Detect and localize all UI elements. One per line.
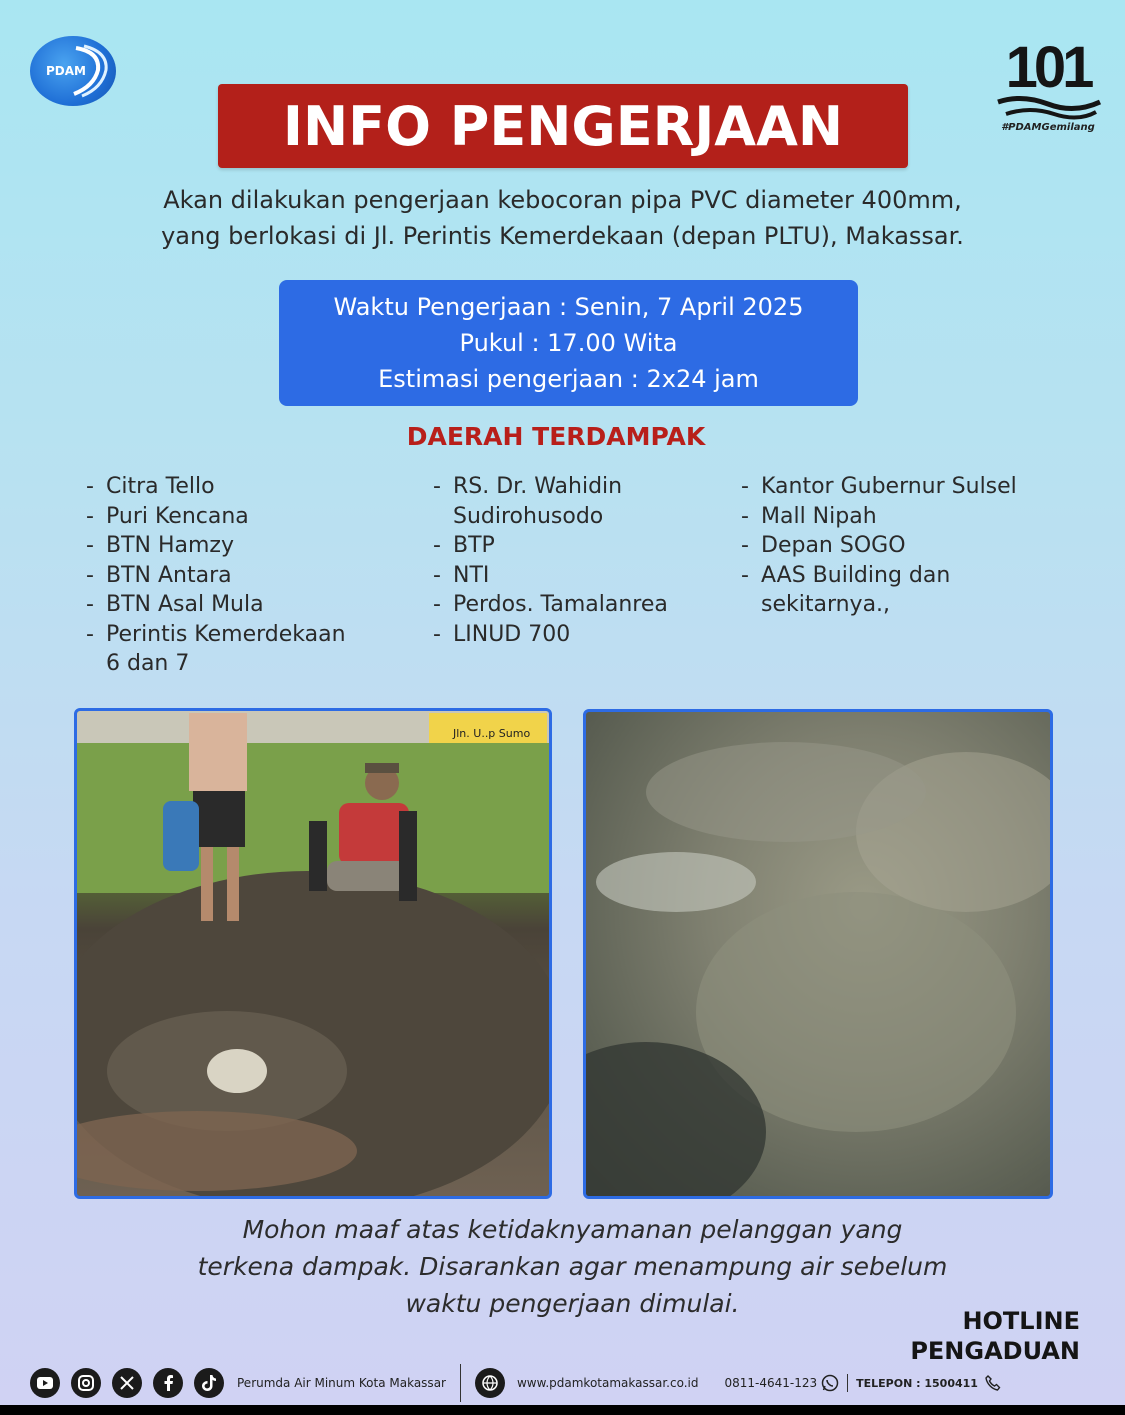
list-item: - RS. Dr. Wahidin Sudirohusodo xyxy=(433,474,623,529)
footer-divider xyxy=(460,1364,461,1402)
list-item: - BTP xyxy=(433,533,495,558)
list-item: - Perintis Kemerdekaan 6 dan 7 xyxy=(86,621,346,676)
website-link[interactable]: www.pdamkotamakassar.co.id xyxy=(516,1376,699,1390)
closing-line-3: waktu pengerjaan dimulai. xyxy=(405,1289,740,1318)
list-item: - Citra Tello xyxy=(86,474,215,499)
anniversary-logo xyxy=(990,34,1106,134)
youtube-icon[interactable] xyxy=(30,1368,60,1398)
affected-list-col3 xyxy=(741,472,1071,620)
globe-icon xyxy=(475,1368,505,1398)
schedule-estimate: Estimasi pengerjaan : 2x24 jam xyxy=(378,365,759,393)
list-item: - Mall Nipah xyxy=(741,503,877,529)
schedule-box xyxy=(279,280,858,406)
intro-paragraph xyxy=(60,182,1065,254)
list-item: - Depan SOGO xyxy=(741,533,906,558)
leak-site-photo xyxy=(74,708,552,1199)
wave-icon xyxy=(996,94,1102,120)
leak-closeup-photo xyxy=(583,709,1053,1199)
hotline-heading xyxy=(880,1306,1080,1366)
x-icon[interactable] xyxy=(112,1368,142,1398)
schedule-date: Waktu Pengerjaan : Senin, 7 April 2025 xyxy=(333,293,804,321)
whatsapp-icon xyxy=(821,1374,839,1392)
instagram-icon[interactable] xyxy=(71,1368,101,1398)
street-sign-text: Jln. U..p Sumo xyxy=(453,727,531,740)
list-item: - BTN Hamzy xyxy=(86,533,235,558)
tiktok-icon[interactable] xyxy=(194,1368,224,1398)
list-item: - LINUD 700 xyxy=(433,621,571,647)
anniversary-hashtag: #PDAMGemilang xyxy=(1001,122,1095,133)
closing-line-2: terkena dampak. Disarankan agar menampung air sebelum xyxy=(197,1252,948,1281)
intro-line-2: yang berlokasi di Jl. Perintis Kemerdekaan (depan PLTU), Makassar. xyxy=(161,222,964,250)
page-title: INFO PENGERJAAN xyxy=(282,94,844,158)
list-item: - AAS Building dan sekitarnya., xyxy=(741,562,951,617)
closing-line-1: Mohon maaf atas ketidaknyamanan pelanggan yang xyxy=(242,1215,903,1244)
footer xyxy=(30,1360,1090,1406)
hotline-line-1: HOTLINE xyxy=(962,1307,1080,1335)
hotline-line-2: PENGADUAN xyxy=(910,1337,1080,1365)
anniversary-number: 101 xyxy=(1005,35,1091,100)
list-item: - Perdos. Tamalanrea xyxy=(433,592,668,617)
affected-areas-heading: DAERAH TERDAMPAK xyxy=(406,422,706,451)
pdam-logo-text: PDAM xyxy=(46,64,86,78)
list-item: - BTN Asal Mula xyxy=(86,592,264,617)
phone-icon xyxy=(984,1374,1002,1392)
pdam-logo xyxy=(30,36,116,106)
water-wave-icon xyxy=(70,44,110,98)
list-item: - NTI xyxy=(433,562,490,588)
organization-name: Perumda Air Minum Kota Makassar xyxy=(237,1376,446,1390)
telephone-number[interactable]: TELEPON : 1500411 xyxy=(856,1376,978,1390)
list-item: - Kantor Gubernur Sulsel xyxy=(741,474,1017,499)
schedule-time: Pukul : 17.00 Wita xyxy=(459,329,678,357)
list-item: - Puri Kencana xyxy=(86,503,249,529)
affected-list-col2 xyxy=(433,472,733,649)
facebook-icon[interactable] xyxy=(153,1368,183,1398)
whatsapp-number[interactable]: 0811-4641-123 xyxy=(724,1376,818,1390)
footer-divider xyxy=(847,1374,848,1392)
intro-line-1: Akan dilakukan pengerjaan kebocoran pipa PVC diameter 400mm, xyxy=(163,186,962,214)
list-item: - BTN Antara xyxy=(86,562,232,588)
bottom-edge-bar xyxy=(0,1405,1125,1415)
affected-list-col1 xyxy=(86,472,416,679)
title-banner xyxy=(218,84,908,168)
